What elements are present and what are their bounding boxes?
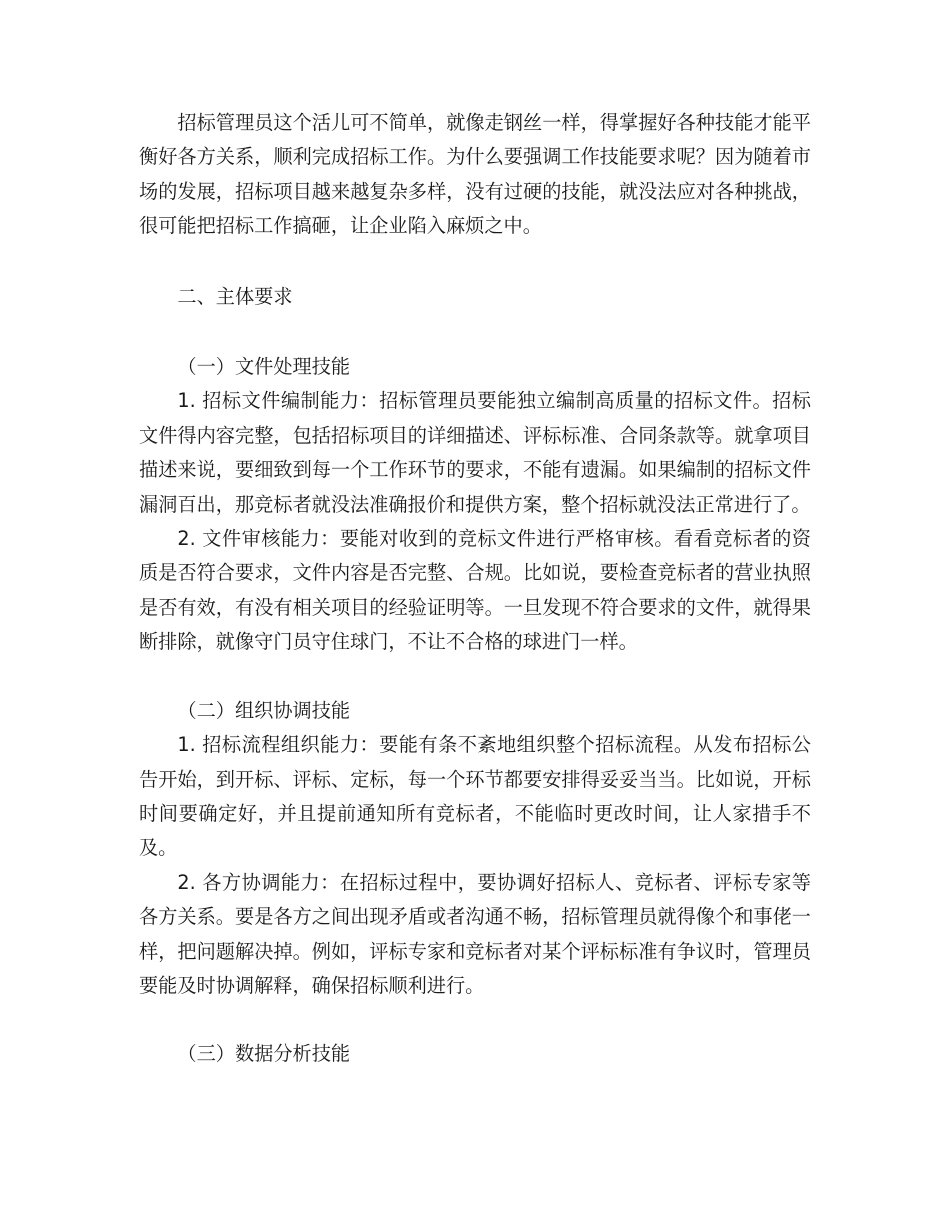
paragraph-doc-review: 2. 文件审核能力：要能对收到的竞标文件进行严格审核。看看竞标者的资质是否符合要求，文件内容是否完整、合规。比如说，要检查竞标者的营业执照是否有效，有没有相关项目的经验证明等。一旦发现不符合要求的文件，就得果断排除，就像守门员守住球门，不让不合格的球进门一样。: [139, 527, 811, 654]
subsection-heading-data-analysis-skills: （三）数据分析技能: [177, 1042, 351, 1066]
paragraph-stakeholder-coordination: 2. 各方协调能力：在招标过程中，要协调好招标人、竞标者、评标专家等各方关系。要是各方之间出现矛盾或者沟通不畅，招标管理员就得像个和事佬一样，把问题解决掉。例如，评标专家和竞标者对某个评标标准有争议时，管理员要能及时协调解释，确保招标顺利进行。: [139, 870, 811, 997]
spacer: [139, 244, 811, 280]
document-body: [139, 106, 811, 1072]
subsection-heading-coordination-skills: （二）组织协调技能: [177, 698, 351, 722]
spacer: [139, 314, 811, 350]
subsection-heading-document-skills: （一）文件处理技能: [177, 355, 351, 379]
spacer: [139, 1003, 811, 1037]
paragraph-tender-doc-drafting: 1. 招标文件编制能力：招标管理员要能独立编制高质量的招标文件。招标文件得内容完整，包括招标项目的详细描述、评标标准、合同条款等。就拿项目描述来说，要细致到每一个工作环节的要求，不能有遗漏。如果编制的招标文件漏洞百出，那竞标者就没法准确报价和提供方案，整个招标就没法正常进行了。: [139, 389, 811, 516]
spacer: [139, 660, 811, 694]
section-heading-main-requirements: 二、主体要求: [177, 284, 293, 308]
intro-paragraph: 招标管理员这个活儿可不简单，就像走钢丝一样，得掌握好各种技能才能平衡好各方关系，顺利完成招标工作。为什么要强调工作技能要求呢？因为随着市场的发展，招标项目越来越复杂多样，没有过硬的技能，就没法应对各种挑战，很可能把招标工作搞砸，让企业陷入麻烦之中。: [139, 111, 811, 238]
paragraph-process-organization: 1. 招标流程组织能力：要能有条不紊地组织整个招标流程。从发布招标公告开始，到开标、评标、定标，每一个环节都要安排得妥妥当当。比如说，开标时间要确定好，并且提前通知所有竞标者，不能临时更改时间，让人家措手不及。: [139, 733, 811, 860]
